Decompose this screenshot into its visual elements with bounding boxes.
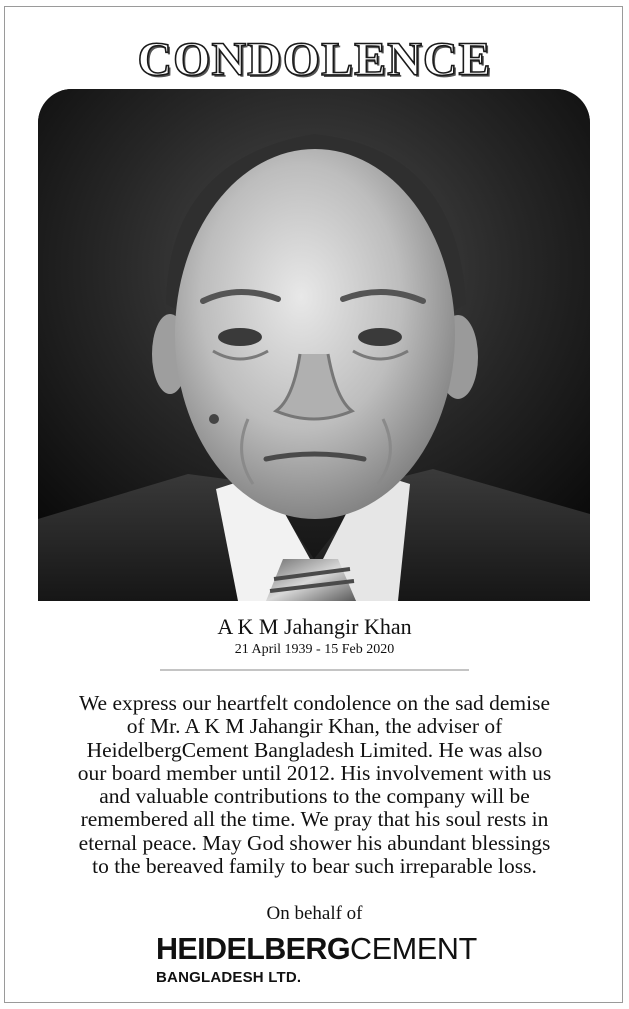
on-behalf-label: On behalf of <box>266 903 363 924</box>
message-line: HeidelbergCement Bangladesh Limited. He was also <box>86 737 543 762</box>
life-dates: 21 April 1939 - 15 Feb 2020 <box>234 642 395 657</box>
message-line: remembered all the time. We pray that his soul rests in <box>80 807 549 832</box>
logo-word-bold: HEIDELBERG <box>156 932 350 966</box>
message-line: eternal peace. May God shower his abundant blessings <box>78 830 551 855</box>
logo-word-light: CEMENT <box>349 932 477 966</box>
message-line: and valuable contributions to the company will be <box>99 784 530 809</box>
message-line: to the bereaved family to bear such irreparable loss. <box>92 854 537 879</box>
portrait-illustration <box>38 89 590 601</box>
message-line: We express our heartfelt condolence on the sad demise <box>78 691 551 715</box>
message-line: of Mr. A K M Jahangir Khan, the adviser of <box>126 714 503 739</box>
company-logo <box>156 931 476 967</box>
ornamental-divider <box>160 663 469 677</box>
deceased-name: A K M Jahangir Khan <box>217 614 412 639</box>
message-line: our board member until 2012. His involvement with us <box>77 760 552 785</box>
portrait-photo <box>38 89 590 601</box>
logo-subtitle: BANGLADESH LTD. <box>156 969 302 986</box>
notice-title: CONDOLENCE <box>137 33 492 86</box>
condolence-message <box>34 692 595 878</box>
